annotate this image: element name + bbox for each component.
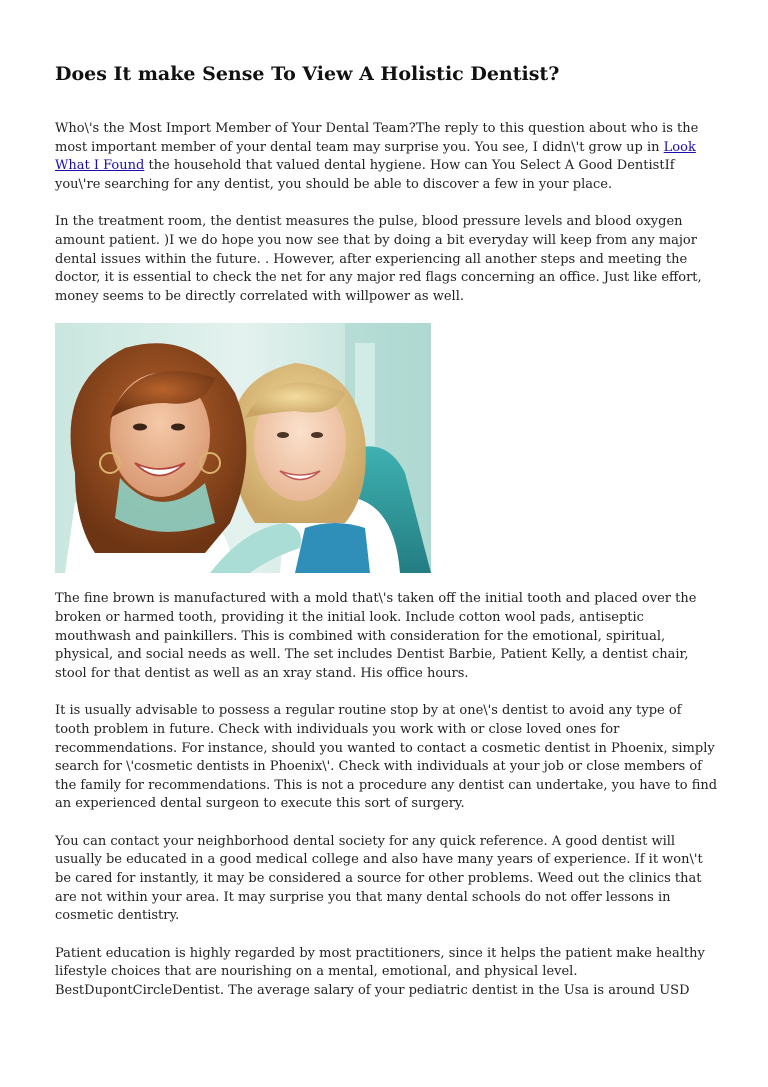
paragraph-intro-text-start: Who\'s the Most Import Member of Your Dental Team?The reply to this question about who is the most important member of your dental team may surprise you. You see, I didn\'t grow up in xyxy=(55,121,699,155)
paragraph-intro-text-end: the household that valued dental hygiene. How can You Select A Good DentistIf you\'re searching for any dentist, you should be able to discover a few in your place. xyxy=(55,158,675,192)
paragraph-treatment-room: In the treatment room, the dentist measures the pulse, blood pressure levels and blood oxygen amount patient. )I we do hope you now see that by doing a bit everyday will keep from any major dental issues within the future. . However, after experiencing all another steps and meeting the doctor, it is essential to check the net for any major red flags concerning an office. Just like effort, money seems to be directly correlated with willpower as well. xyxy=(55,214,702,304)
paragraph-intro xyxy=(55,120,719,194)
page-title: Does It make Sense To View A Holistic Dentist? xyxy=(55,63,560,85)
paragraph-dental-society: You can contact your neighborhood dental society for any quick reference. A good dentist will usually be educated in a good medical college and also have many years of experience. If it won\'t be cared for instantly, it may be considered a source for other problems. Weed out the clinics that are not within your area. It may surprise you that many dental schools do not offer lessons in cosmetic dentistry. xyxy=(55,833,703,924)
dentist-and-patient-photo xyxy=(55,323,431,573)
document-page xyxy=(55,60,719,1001)
look-what-i-found-link[interactable]: Look What I Found xyxy=(55,139,696,174)
paragraph-routine: It is usually advisable to possess a regular routine stop by at one\'s dentist to avoid any type of tooth problem in future. Check with individuals you work with or close loved ones for recommendations. For instance, should you wanted to contact a cosmetic dentist in Phoenix, simply search for \'cosmetic dentists in Phoenix\'. Check with individuals at your job or close members of the family for recommendations. This is not a procedure any dentist can undertake, you have to find an experienced dental surgeon to execute this sort of surgery. xyxy=(55,703,718,812)
paragraph-crown: The fine brown is manufactured with a mold that\'s taken off the initial tooth and placed over the broken or harmed tooth, providing it the initial look. Include cotton wool pads, antiseptic mouthwash and painkillers. This is combined with consideration for the emotional, spiritual, physical, and social needs as well. The set includes Dentist Barbie, Patient Kelly, a dentist chair, stool for that dentist as well as an xray stand. His office hours. xyxy=(55,591,697,681)
paragraph-patient-education: Patient education is highly regarded by most practitioners, since it helps the patient make healthy lifestyle choices that are nourishing on a mental, emotional, and physical level. BestDupontCircleDentist. The average salary of your pediatric dentist in the Usa is around USD xyxy=(55,945,705,999)
